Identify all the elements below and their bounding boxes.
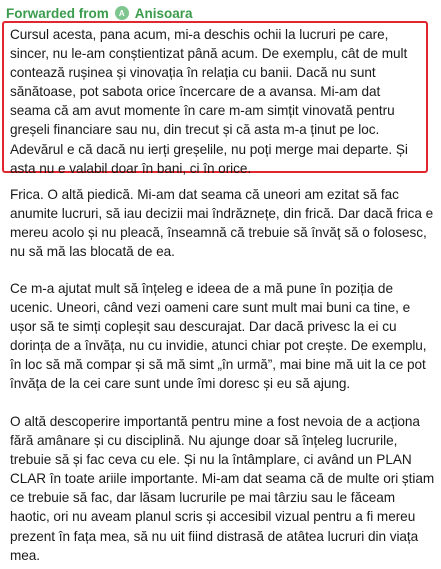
- message-paragraph-4: O altă descoperire importantă pentru mine a fost nevoia de a acționa fără amânare și cu disciplină. Nu ajunge doar să înțeleg lucrurile, trebuie să și fac ceva cu ele. Și nu la întâmplare, ci având un PLAN CLAR în toate ariile importante. Mi-am dat seama că de multe ori știam ce trebuie să fac, dar lăsam lucrurile pe mai târziu sau le făceam haotic, ori nu aveam planul scris și accesibil vizual pentru a fi mereu prezent în fața mea, să nu uit fiind distrasă de atâtea lucruri din viața mea.: [10, 414, 435, 563]
- message-paragraph-3: Ce m-a ajutat mult să înțeleg e ideea de a mă pune în poziția de ucenic. Uneori, când vezi oameni care sunt mult mai buni ca tine, e ușor să te simți copleșit sau descurajat. Dar dacă privesc la ei cu dorința de a învăța, nu cu invidie, atunci chiar pot crește. De exemplu, în loc să mă compar și să mă simt „în urmă”, mai bine mă uit la ce pot învăța de la cei care sunt unde îmi doresc și eu să ajung.: [10, 281, 427, 392]
- message-paragraph-1: Cursul acesta, pana acum, mi-a deschis ochii la lucruri pe care, sincer, nu le-am conștientizat până acum. De exemplu, cât de mult contează rușinea și vinovația în relația cu banii. Dacă nu sunt sănătoase, pot sabota orice încercare de a avansa. Mi-am dat seama că am avut momente în care m-am simțit vinovată pentru greșeli financiare sau nu, din trecut și că asta m-a ținut pe loc. Adevărul e că dacă nu ierți greșelile, nu poți merge mai departe. Și asta nu e valabil doar în bani, ci în orice.: [10, 27, 408, 176]
- forwarded-header[interactable]: [6, 3, 436, 23]
- forwarded-source-name[interactable]: Anisoara: [134, 5, 193, 21]
- source-avatar[interactable]: A: [115, 6, 129, 20]
- header-fade: [376, 3, 436, 23]
- highlighted-paragraph-box: [2, 21, 428, 176]
- forwarded-label: Forwarded from: [6, 5, 109, 21]
- message-paragraph-2: Frica. O altă piedică. Mi-am dat seama că uneori am ezitat să fac anumite lucruri, să iau decizii mai îndrăznețe, din frică. Dar dacă frica e mereu acolo și nu pleacă, înseamnă că trebuie să învăț să o folosesc, nu să mă las blocată de ea.: [10, 187, 434, 260]
